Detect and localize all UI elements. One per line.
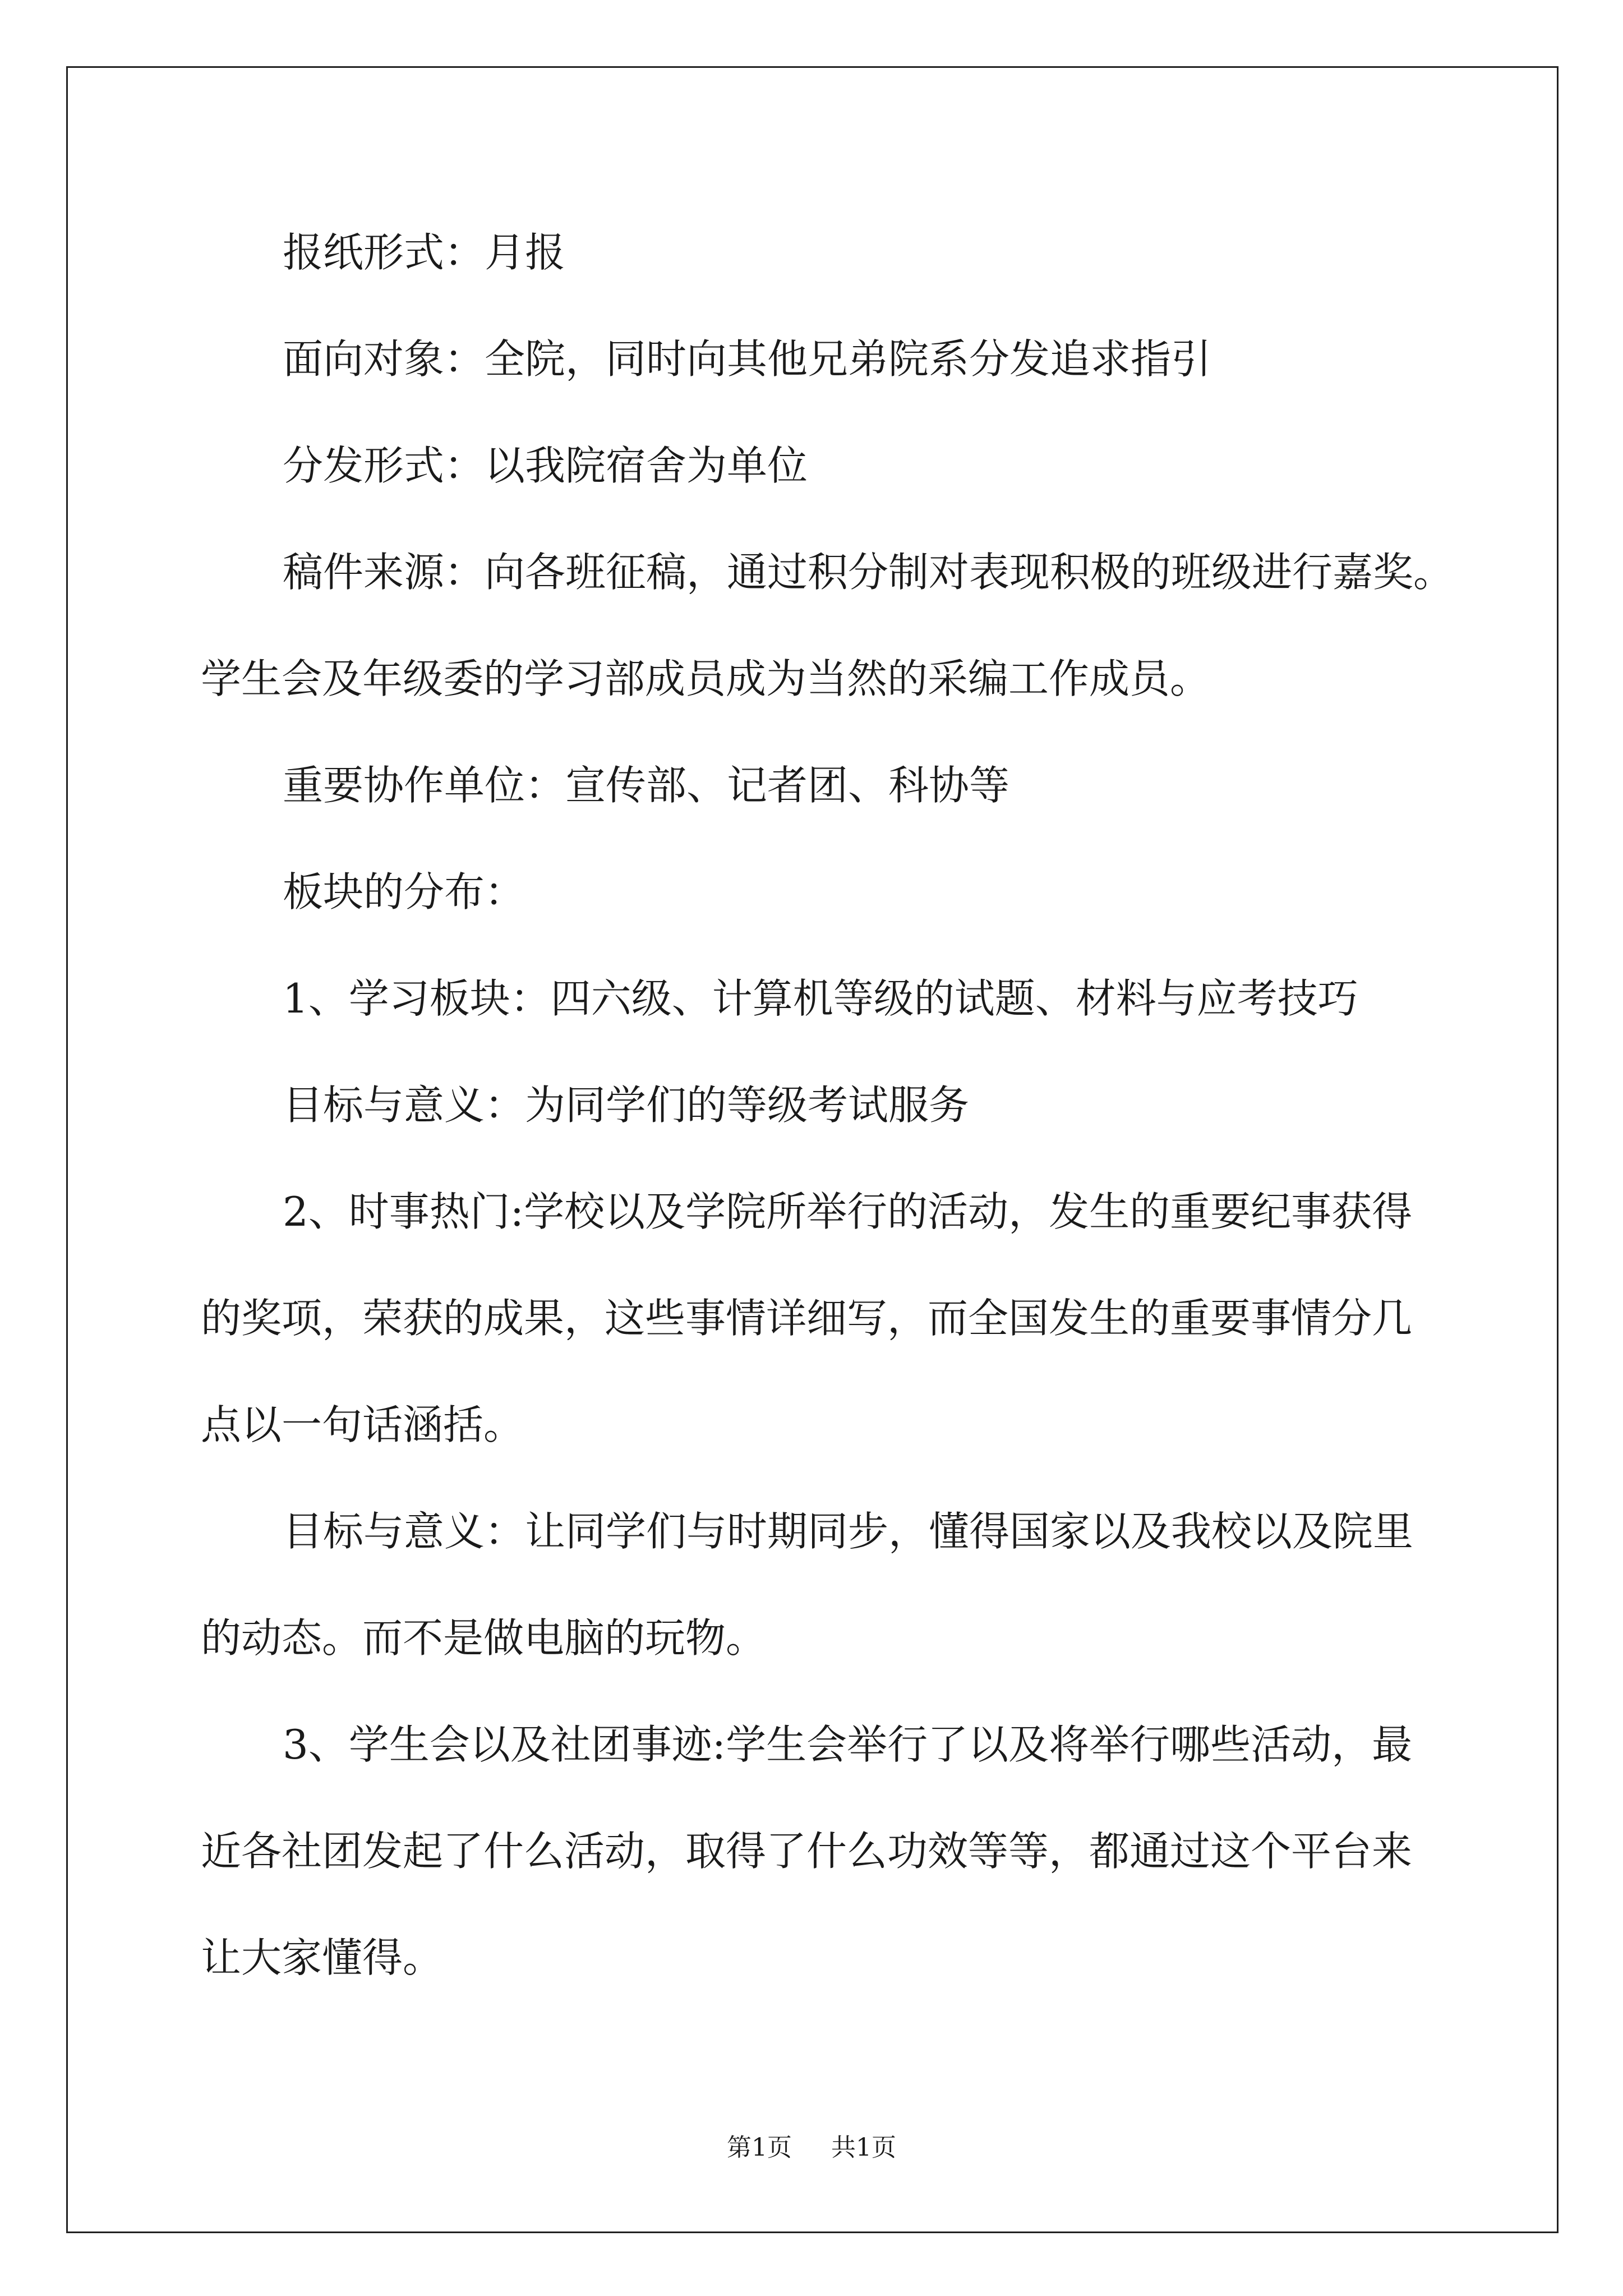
text-line: 2、时事热门:学校以及学院所举行的活动，发生的重要纪事获得 — [283, 1188, 1413, 1235]
text-line: 分发形式：以我院宿舍为单位 — [283, 442, 808, 489]
paragraph-section-1 — [201, 945, 1547, 1052]
paragraph-section-2 — [201, 1158, 1547, 1478]
text-line: 让大家懂得。 — [201, 1934, 444, 1981]
text-line: 稿件来源：向各班征稿，通过积分制对表现积极的班级进行嘉奖。 — [283, 549, 1454, 596]
text-line: 重要协作单位：宣传部、记者团、科协等 — [283, 762, 1010, 809]
text-line: 点以一句话涵括。 — [201, 1401, 524, 1448]
paragraph-audience — [201, 306, 1547, 412]
text-line: 的动态。而不是做电脑的玩物。 — [201, 1614, 767, 1662]
text-line: 板块的分布： — [283, 868, 525, 915]
paragraph-distribution — [201, 412, 1547, 519]
text-line: 目标与意义：让同学们与时期同步，懂得国家以及我校以及院里 — [283, 1508, 1414, 1555]
paragraph-section-3 — [201, 1691, 1547, 2011]
paragraph-section-heading — [201, 839, 1547, 945]
text-line: 学生会及年级委的学习部成员成为当然的采编工作成员。 — [201, 655, 1211, 702]
page-footer — [0, 2131, 1623, 2165]
text-line: 报纸形式：月报 — [283, 229, 566, 276]
text-line: 1、学习板块：四六级、计算机等级的试题、材料与应考技巧 — [283, 975, 1358, 1022]
page-total: 共1页 — [831, 2133, 896, 2162]
text-line: 目标与意义：为同学们的等级考试服务 — [283, 1082, 970, 1129]
page-number: 第1页 — [727, 2133, 792, 2162]
paragraph-sources — [201, 519, 1547, 732]
text-line: 3、学生会以及社团事迹:学生会举行了以及将举行哪些活动，最 — [283, 1721, 1413, 1768]
paragraph-section-1-goal — [201, 1052, 1547, 1158]
text-line: 近各社团发起了什么活动，取得了什么功效等等，都通过这个平台来 — [201, 1828, 1413, 1875]
document-body — [201, 199, 1547, 2011]
text-line: 的奖项，荣获的成果，这些事情详细写，而全国发生的重要事情分几 — [201, 1295, 1413, 1342]
paragraph-section-2-goal — [201, 1478, 1547, 1691]
paragraph-newspaper-format — [201, 199, 1547, 306]
text-line: 面向对象：全院，同时向其他兄弟院系分发追求指引 — [283, 335, 1212, 383]
paragraph-partners — [201, 732, 1547, 839]
